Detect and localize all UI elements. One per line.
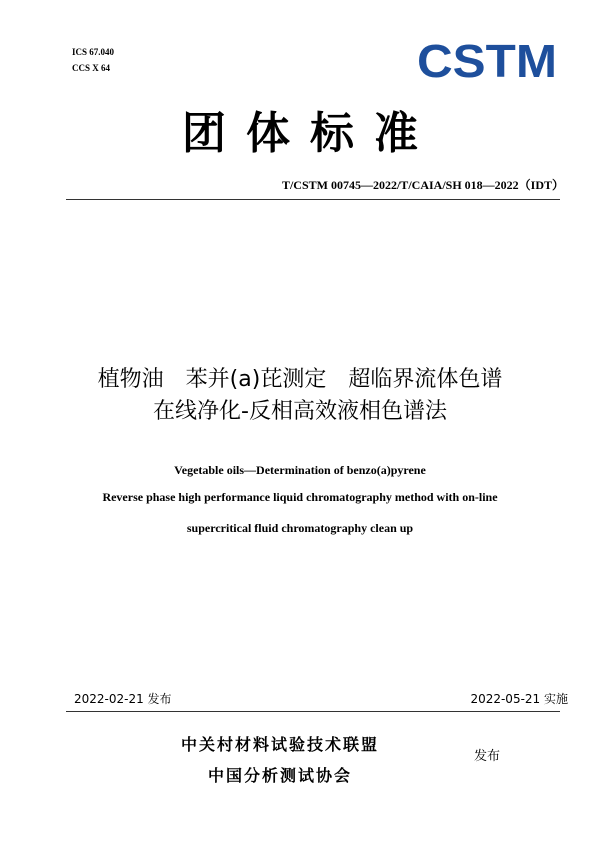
en-title-line-1: Vegetable oils—Determination of benzo(a)pyrene [174,463,426,477]
zh-title-line-1: 植物油 苯并(a)芘测定 超临界流体色谱 [97,367,503,392]
cstm-logo [415,37,560,85]
document-type-title: 团体标准 [182,108,438,159]
logo-text: CSTM [417,37,557,85]
classification-codes [72,44,114,76]
issuer-association: 中国分析测试协会 [207,766,352,785]
zh-title-line-2: 在线净化-反相高效液相色谱法 [153,399,447,424]
ics-code: ICS 67.040 [72,47,115,57]
bottom-divider [66,711,560,712]
implement-date: 2022-05-21 实施 [470,692,568,706]
standard-number: T/CSTM 00745—2022/T/CAIA/SH 018—2022（IDT） [281,178,564,192]
en-title-line-3: supercritical fluid chromatography clean up [186,521,414,535]
ccs-code: CCS X 64 [72,63,111,73]
issuer-alliance: 中关村材料试验技术联盟 [180,735,379,754]
en-title-line-2: Reverse phase high performance liquid chromatography method with on-line [102,490,498,504]
issue-date: 2022-02-21 发布 [74,692,172,706]
top-divider [66,199,560,200]
publish-label: 发布 [474,749,501,764]
